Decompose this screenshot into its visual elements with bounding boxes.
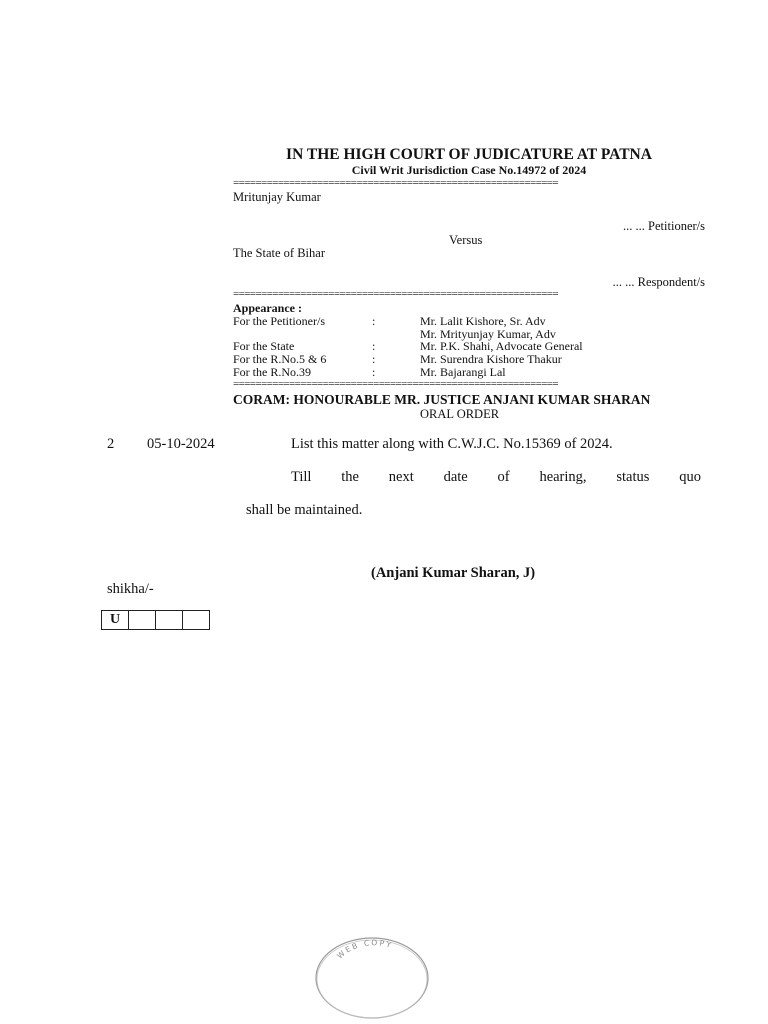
- appearance-label: For the State: [233, 339, 295, 353]
- petitioner-name: Mritunjay Kumar: [233, 190, 321, 204]
- separator-line: ==========================================================: [233, 289, 559, 300]
- order-line-3: shall be maintained.: [246, 502, 363, 518]
- order-word: hearing,: [539, 469, 587, 485]
- appearance-label: For the R.No.39: [233, 365, 311, 379]
- order-serial: 2: [107, 436, 115, 452]
- appearance-colon: :: [372, 314, 376, 328]
- appearance-counsel: Mr. Mrityunjay Kumar, Adv: [420, 327, 556, 341]
- order-line-1: List this matter along with C.W.J.C. No.15369 of 2024.: [291, 436, 613, 452]
- order-word: status: [616, 469, 650, 485]
- coram-line: CORAM: HONOURABLE MR. JUSTICE ANJANI KUMAR SHARAN: [233, 392, 651, 407]
- order-word: Till: [291, 469, 312, 485]
- judge-signature: (Anjani Kumar Sharan, J): [371, 565, 536, 581]
- upload-cell: [129, 611, 156, 630]
- appearance-colon: :: [372, 352, 376, 366]
- clerk-initials: shikha/-: [107, 581, 154, 597]
- appearance-counsel: Mr. Bajarangi Lal: [420, 365, 506, 379]
- separator-line: ==========================================================: [233, 379, 559, 390]
- separator-line: ==========================================================: [233, 178, 559, 189]
- seal-text: WEB COPY: [335, 938, 394, 961]
- upload-cell: [183, 611, 210, 630]
- court-title: IN THE HIGH COURT OF JUDICATURE AT PATNA: [286, 146, 652, 163]
- svg-text:WEB COPY: [335, 938, 394, 960]
- upload-cell: [156, 611, 183, 630]
- web-copy-seal-icon: [314, 930, 430, 1020]
- case-number: Civil Writ Jurisdiction Case No.14972 of 2024: [351, 163, 587, 177]
- order-word: the: [341, 469, 359, 485]
- order-type: ORAL ORDER: [420, 407, 500, 421]
- appearance-label: For the Petitioner/s: [233, 314, 325, 328]
- appearance-counsel: Mr. P.K. Shahi, Advocate General: [420, 339, 583, 353]
- respondent-role: ... ... Respondent/s: [612, 275, 705, 289]
- appearance-label: For the R.No.5 & 6: [233, 352, 327, 366]
- upload-status-box: [101, 610, 210, 630]
- order-word: quo: [679, 469, 701, 485]
- order-word: date: [443, 469, 468, 485]
- order-line-2: [291, 469, 701, 486]
- appearance-heading: Appearance :: [233, 301, 302, 315]
- appearance-colon: :: [372, 365, 376, 379]
- appearance-colon: :: [372, 339, 376, 353]
- respondent-name: The State of Bihar: [233, 246, 325, 260]
- order-word: of: [497, 469, 510, 485]
- order-word: next: [388, 469, 414, 485]
- versus-label: Versus: [449, 233, 483, 247]
- upload-cell: U: [102, 611, 129, 630]
- petitioner-role: ... ... Petitioner/s: [623, 219, 705, 233]
- appearance-counsel: Mr. Lalit Kishore, Sr. Adv: [420, 314, 546, 328]
- order-date: 05-10-2024: [147, 436, 215, 452]
- appearance-counsel: Mr. Surendra Kishore Thakur: [420, 352, 562, 366]
